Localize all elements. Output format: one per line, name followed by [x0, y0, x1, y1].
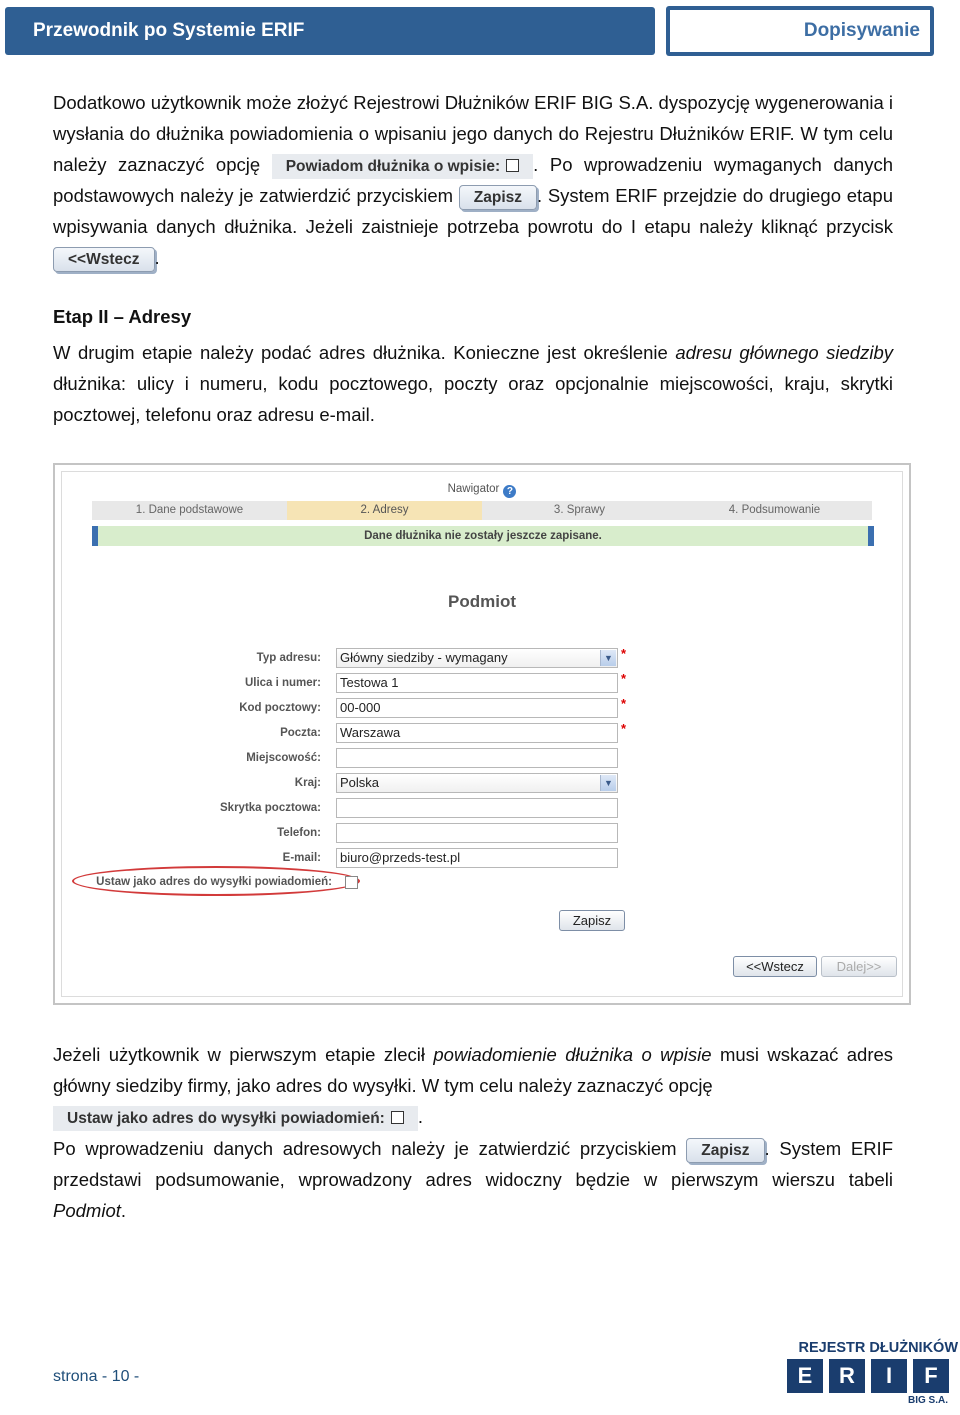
- para1-text-1: Dodatkowo użytkownik może złożyć Rejestrowi Dłużników ERIF BIG S.A. dyspozycję wygenerowania i wysłania do dłużnika powiadomienia o wpisaniu jego danych do Rejestru Dłużników ERIF. W tym celu należy zaznaczyć opcję: [53, 92, 894, 175]
- notify-option-label: Powiadom dłużnika o wpisie:: [285, 157, 501, 175]
- notify-address-checkbox[interactable]: [345, 876, 358, 889]
- checkbox-icon: [506, 159, 519, 172]
- logo-top-text: REJESTR DŁUŻNIKÓW: [798, 1340, 958, 1356]
- po-box-input[interactable]: [336, 798, 618, 818]
- para1-text-3: . System ERIF przejdzie do drugiego etapu wpisywania danych dłużnika. Jeżeli zaistnieje potrzeba powrotu do I etapu należy kliknąć przycisk: [53, 185, 893, 237]
- field-row-city: [62, 748, 902, 768]
- logo-letter: I: [871, 1359, 907, 1393]
- logo-letter: R: [829, 1359, 865, 1393]
- address-type-value: Główny siedziby - wymagany: [340, 650, 508, 665]
- required-marker: *: [621, 646, 627, 661]
- notify-option-sample: [272, 154, 533, 179]
- logo-letter: F: [913, 1359, 949, 1393]
- logo-letter: E: [787, 1359, 823, 1393]
- para3-text-5: . System ERIF przedstawi podsumowanie, wprowadzony adres widoczny będzie w pierwszym wierszu tabeli: [53, 1138, 893, 1190]
- street-input[interactable]: Testowa 1: [336, 673, 618, 693]
- required-marker: *: [621, 721, 627, 736]
- para3-text-3: .: [417, 1106, 423, 1127]
- field-row-country: [62, 773, 902, 793]
- intro-paragraph: [53, 87, 893, 273]
- step-basic-data[interactable]: 1. Dane podstawowe: [135, 504, 244, 516]
- header-title-bar: [5, 7, 655, 55]
- navigator: [92, 480, 872, 520]
- para3-text-1: Jeżeli użytkownik w pierwszym etapie zlecił: [53, 1044, 425, 1065]
- step-cases[interactable]: 3. Sprawy: [553, 504, 606, 516]
- stage2-heading: Etap II – Adresy: [53, 306, 192, 327]
- navigator-steps: [92, 501, 872, 520]
- city-input[interactable]: [336, 748, 618, 768]
- step-summary[interactable]: 4. Podsumowanie: [728, 504, 821, 516]
- para3-text-4: Po wprowadzeniu danych adresowych należy je zatwierdzić przyciskiem: [53, 1138, 677, 1159]
- field-row-address-type: [62, 648, 902, 668]
- phone-input[interactable]: [336, 823, 618, 843]
- notify-address-row: [72, 872, 362, 892]
- para3-text-6: .: [120, 1200, 127, 1221]
- email-input[interactable]: biuro@przeds-test.pl: [336, 848, 618, 868]
- address-type-select[interactable]: [336, 648, 618, 668]
- navigator-title: Nawigator ?: [92, 483, 872, 498]
- section-title: Dopisywanie: [803, 20, 920, 41]
- header-section-box: [666, 6, 934, 56]
- step-addresses[interactable]: 2. Adresy: [287, 501, 482, 520]
- guide-title: Przewodnik po Systemie ERIF: [33, 20, 305, 41]
- logo-bottom-text: BIG S.A.: [907, 1395, 948, 1406]
- notify-address-option-sample: [53, 1106, 418, 1131]
- postcode-input[interactable]: 00-000: [336, 698, 618, 718]
- address-type-label: Typ adresu:: [256, 652, 321, 664]
- help-icon[interactable]: ?: [503, 485, 516, 498]
- post-office-input[interactable]: Warszawa: [336, 723, 618, 743]
- field-row-postcode: [62, 698, 902, 718]
- para3-text-italic-2: Podmiot: [53, 1200, 121, 1221]
- save-button-sample: Zapisz: [459, 185, 537, 210]
- street-label: Ulica i numer:: [244, 677, 321, 689]
- para1-text-4: .: [154, 247, 160, 268]
- notify-address-label: Ustaw jako adres do wysyłki powiadomień:: [96, 876, 332, 888]
- checkbox-icon: [391, 1111, 404, 1124]
- required-marker: *: [621, 671, 627, 686]
- para3-text-2: musi wskazać adres główny siedziby firmy, jako adres do wysyłki. W tym celu należy zaznaczyć opcję: [53, 1044, 894, 1096]
- stage2-text-italic: adresu głównego siedziby: [675, 342, 893, 363]
- field-row-street: [62, 673, 902, 693]
- save-button[interactable]: Zapisz: [559, 910, 625, 931]
- page-number: strona - 10 -: [53, 1368, 140, 1385]
- chevron-down-icon[interactable]: ▼: [600, 775, 616, 791]
- next-button[interactable]: Dalej>>: [821, 956, 897, 977]
- field-row-post-office: [62, 723, 902, 743]
- field-row-phone: [62, 823, 902, 843]
- back-button-sample: <<Wstecz: [53, 247, 155, 272]
- phone-label: Telefon:: [277, 827, 321, 839]
- required-marker: *: [621, 696, 627, 711]
- summary-paragraph: [53, 1133, 893, 1226]
- postcode-label: Kod pocztowy:: [239, 702, 321, 714]
- logo-letters: [787, 1359, 958, 1393]
- country-select[interactable]: [336, 773, 618, 793]
- back-button[interactable]: <<Wstecz: [733, 956, 817, 977]
- form-screenshot: [53, 463, 911, 1005]
- field-row-email: [62, 848, 902, 868]
- country-value: Polska: [340, 775, 380, 790]
- save-button-sample: Zapisz: [686, 1138, 764, 1163]
- stage2-paragraph: [53, 337, 893, 430]
- country-label: Kraj:: [294, 777, 321, 789]
- para3-text-italic: powiadomienie dłużnika o wpisie: [433, 1044, 712, 1065]
- stage2-text-3: dłużnika: ulicy i numeru, kodu pocztowego, poczty oraz opcjonalnie miejscowości, kraju, skrytki pocztowej, telefonu oraz adresu e-mail.: [53, 373, 893, 425]
- stage2-text-1: W drugim etapie należy podać adres dłużnika. Konieczne jest określenie: [53, 342, 668, 363]
- notify-address-option-label: Ustaw jako adres do wysyłki powiadomień:: [67, 1109, 385, 1127]
- para1-text-2: . Po wprowadzeniu wymaganych danych podstawowych należy je zatwierdzić przyciskiem: [53, 154, 893, 206]
- po-box-label: Skrytka pocztowa:: [220, 802, 321, 814]
- form-title: Podmiot: [448, 592, 516, 611]
- notify-paragraph: [53, 1039, 893, 1132]
- post-office-label: Poczta:: [280, 727, 321, 739]
- field-row-po-box: [62, 798, 902, 818]
- erif-logo: [784, 1340, 958, 1412]
- chevron-down-icon[interactable]: ▼: [600, 650, 616, 666]
- city-label: Miejscowość:: [246, 752, 321, 764]
- status-message: Dane dłużnika nie zostały jeszcze zapisane.: [92, 526, 874, 546]
- email-label: E-mail:: [282, 852, 321, 864]
